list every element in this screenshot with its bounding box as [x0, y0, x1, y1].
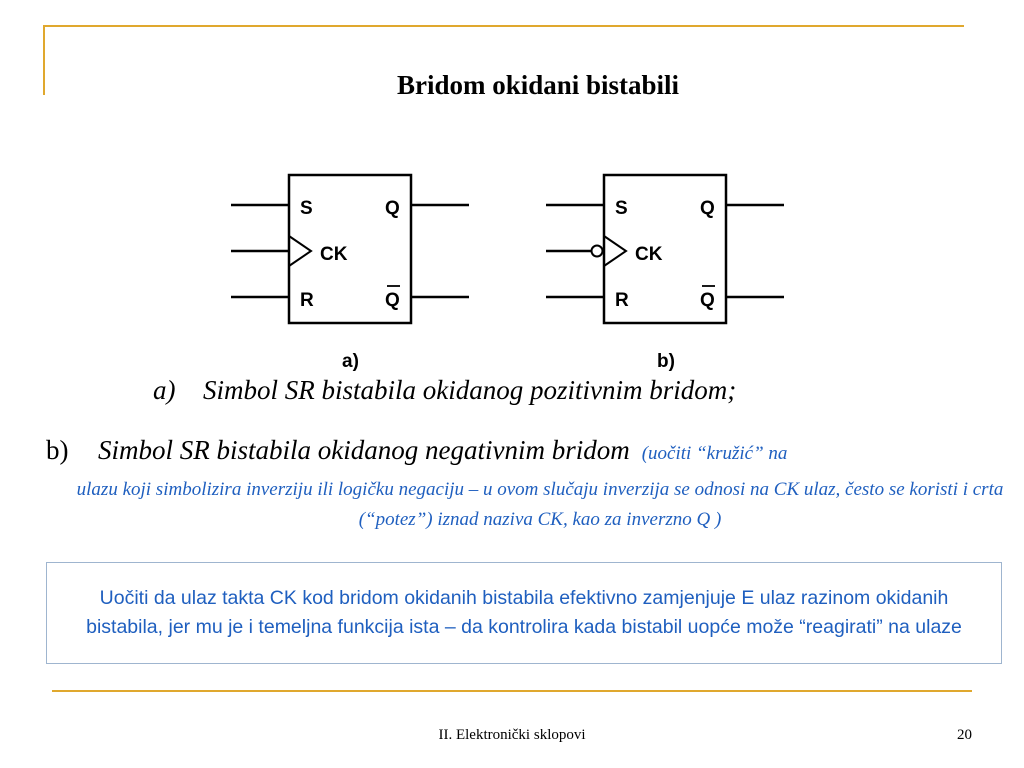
flip-flop-b-label: b)	[657, 351, 675, 372]
flip-flop-a-label: a)	[342, 351, 359, 372]
flip-flop-a-pin-qbar: Q	[385, 290, 400, 311]
flip-flop-diagram	[0, 0, 1024, 380]
flip-flop-a-pin-r: R	[300, 290, 314, 311]
flip-flop-b-pin-s: S	[615, 198, 628, 219]
caption-b-note-start: (uočiti “kružić” na	[641, 443, 788, 464]
flip-flop-b-clock-triangle	[604, 236, 626, 266]
slide-title: Bridom okidani bistabili	[396, 70, 680, 100]
flip-flop-a-pin-ck: CK	[320, 244, 348, 265]
caption-a-text: Simbol SR bistabila okidanog pozitivnim bridom;	[203, 375, 737, 405]
flip-flop-b-pin-q: Q	[700, 198, 715, 219]
flip-flop-b-inversion-bubble	[592, 246, 603, 257]
flip-flop-b	[546, 175, 784, 372]
bottom-rule	[52, 690, 972, 692]
flip-flop-b-pin-r: R	[615, 290, 629, 311]
flip-flop-a-clock-triangle	[289, 236, 311, 266]
footer-title: II. Elektronički sklopovi	[438, 727, 586, 743]
flip-flop-a-pin-s: S	[300, 198, 313, 219]
flip-flop-b-pin-ck: CK	[635, 244, 663, 265]
caption-a-marker: a)	[153, 375, 176, 405]
caption-a	[153, 375, 736, 406]
info-box	[46, 562, 1002, 664]
flip-flop-b-pin-qbar: Q	[700, 290, 715, 311]
caption-b-marker: b)	[46, 435, 69, 465]
info-box-text: Uočiti da ulaz takta CK kod bridom okidanih bistabila efektivno zamjenjuje E ulaz razinom okidanih bistabila, jer mu je i temeljna funkcija ista – da kontrolira kada bistabil uopće može “reagirati” na ulaze	[86, 587, 962, 638]
caption-b-text: Simbol SR bistabila okidanog negativnim bridom	[98, 435, 630, 465]
flip-flop-a	[231, 175, 469, 372]
flip-flop-a-pin-q: Q	[385, 198, 400, 219]
page-number: 20	[957, 727, 972, 743]
caption-b	[46, 435, 787, 466]
caption-b-note-continuation: ulazu koji simbolizira inverziju ili logičku negaciju – u ovom slučaju inverzija se odnosi na CK ulaz, često se koristi i crta (“potez”) iznad naziva CK, kao za inverzno Q )	[76, 479, 1004, 530]
